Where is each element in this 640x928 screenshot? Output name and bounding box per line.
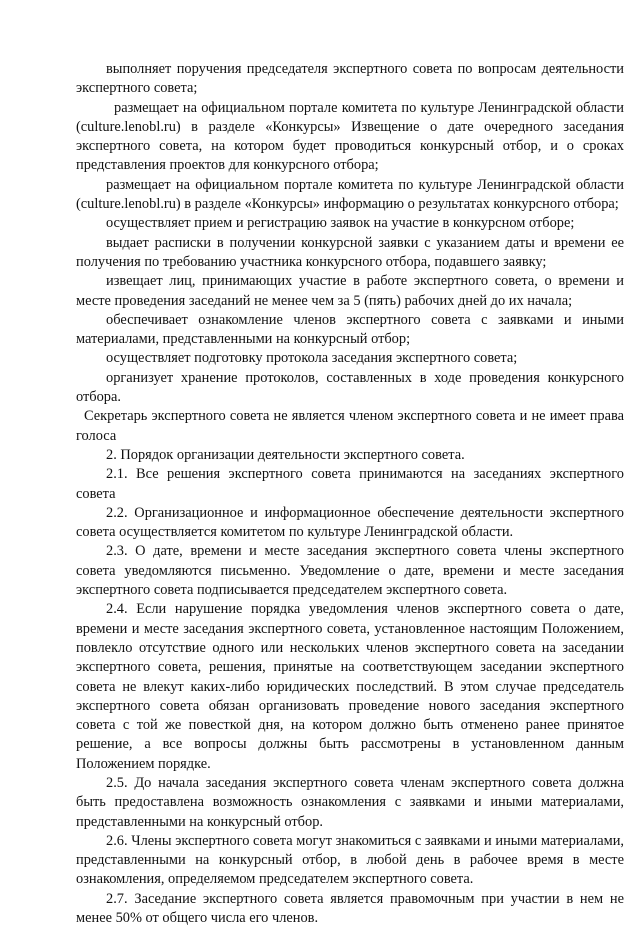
clause-2-1: 2.1. Все решения экспертного совета принимаются на заседаниях экспертного совета [76, 466, 624, 502]
duty-paragraph: организует хранение протоколов, составленных в ходе проведения конкурсного отбора. [76, 369, 624, 406]
duty-paragraph: выполняет поручения председателя экспертного совета по вопросам деятельности экспертного совета; [76, 61, 624, 97]
secretary-note: Секретарь экспертного совета не является членом экспертного совета и не имеет права голоса [76, 408, 624, 444]
duty-paragraph: размещает на официальном портале комитета по культуре Ленинградской области (culture.lenobl.ru) в разделе «Конкурсы» информацию о результатах конкурсного отбора; [76, 176, 624, 213]
duty-paragraph: обеспечивает ознакомление членов экспертного совета с заявками и иными материалами, представленными на конкурсный отбор; [76, 311, 624, 348]
clause-2-2: 2.2. Организационное и информационное обеспечение деятельности экспертного совета осуществляется комитетом по культуре Ленинградской области. [76, 504, 624, 541]
clause-2-3: 2.3. О дате, времени и месте заседания экспертного совета члены экспертного совета уведомляются письменно. Уведомление о дате, времени и месте заседания экспертного совета подписывается председателем экспертного совета. [76, 543, 624, 599]
clause-2-4: 2.4. Если нарушение порядка уведомления членов экспертного совета о дате, времени и месте заседания экспертного совета, установленное настоящим Положением, повлекло отсутствие одного или нескольких членов экспертного совета на заседании экспертного совета, решения, принятые на соответствующем заседании экспертного совета не влекут каких-либо юридических последствий. В этом случае председатель экспертного совета обязан организовать проведение нового заседания экспертного совета с той же повесткой дня, на котором должно быть отменено ранее принятое решение, а все вопросы должны быть рассмотрены в установленном данным Положением порядке. [76, 601, 624, 772]
clause-2-6: 2.6. Члены экспертного совета могут знакомиться с заявками и иными материалами, представленными на конкурсный отбор, в любой день в рабочее время в месте ознакомления, определяемом председателем экспертного совета. [76, 832, 624, 888]
clause-2-5: 2.5. До начала заседания экспертного совета членам экспертного совета должна быть предоставлена возможность ознакомления с заявками и иными материалами, представленными на конкурсный отбор. [76, 774, 624, 830]
duty-paragraph: выдает расписки в получении конкурсной заявки с указанием даты и времени ее получения по требованию участника конкурсного отбора, подавшего заявку; [76, 234, 624, 270]
duty-paragraph: осуществляет прием и регистрацию заявок на участие в конкурсном отборе; [106, 215, 575, 232]
section-heading: 2. Порядок организации деятельности экспертного совета. [106, 446, 465, 463]
document-page [76, 60, 624, 928]
duty-paragraph: размещает на официальном портале комитета по культуре Ленинградской области (culture.lenobl.ru) в разделе «Конкурсы» Извещение о дате очередного заседания экспертного совета, на котором будет проводиться конкурсный отбор, и о сроках представления проектов для конкурсного отбора; [76, 99, 624, 174]
duty-paragraph: извещает лиц, принимающих участие в работе экспертного совета, о времени и месте проведения заседаний не менее чем за 5 (пять) рабочих дней до их начала; [76, 273, 624, 309]
duty-paragraph: осуществляет подготовку протокола заседания экспертного совета; [106, 350, 518, 367]
clause-2-7: 2.7. Заседание экспертного совета является правомочным при участии в нем не менее 50% от общего числа его членов. [76, 890, 624, 927]
